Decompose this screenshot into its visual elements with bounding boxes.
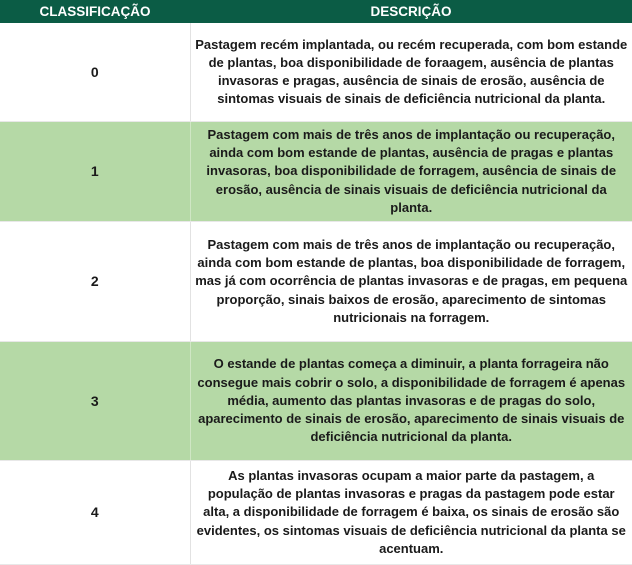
table-row bbox=[0, 122, 632, 222]
classification-cell: 2 bbox=[0, 222, 190, 342]
classification-cell: 1 bbox=[0, 122, 190, 222]
table-row bbox=[0, 222, 632, 342]
description-cell: Pastagem com mais de três anos de implantação ou recuperação, ainda com bom estande de plantas, ausência de pragas e plantas invasoras, boa disponibilidade de forragem, ausência de sinais de erosão, ausência de sinais visuais de deficiência nutricional da planta. bbox=[190, 122, 632, 222]
classification-cell: 4 bbox=[0, 461, 190, 565]
table-header bbox=[0, 0, 632, 23]
classification-cell: 3 bbox=[0, 342, 190, 461]
table-body bbox=[0, 23, 632, 565]
table-row bbox=[0, 23, 632, 122]
table-row bbox=[0, 461, 632, 565]
header-description: DESCRIÇÃO bbox=[190, 0, 632, 23]
header-row bbox=[0, 0, 632, 23]
description-cell: Pastagem recém implantada, ou recém recuperada, com bom estande de plantas, boa disponibilidade de foraagem, ausência de plantas invasoras e pragas, ausência de sinais de erosão, ausência de sintomas visuais de sinais de deficiência nutricional da planta. bbox=[190, 23, 632, 122]
description-cell: As plantas invasoras ocupam a maior parte da pastagem, a população de plantas invasoras e pragas da pastagem pode estar alta, a disponibilidade de forragem é baixa, os sinais de erosão são evidentes, os sintomas visuais de deficiência nutricional da planta se acentuam. bbox=[190, 461, 632, 565]
description-cell: Pastagem com mais de três anos de implantação ou recuperação, ainda com bom estande de plantas, boa disponibilidade de forragem, mas já com ocorrência de plantas invasoras e de pragas, em pequena proporção, sinais baixos de erosão, aparecimento de sintomas nutricionais na forragem. bbox=[190, 222, 632, 342]
classification-cell: 0 bbox=[0, 23, 190, 122]
header-classification: CLASSIFICAÇÃO bbox=[0, 0, 190, 23]
description-cell: O estande de plantas começa a diminuir, a planta forrageira não consegue mais cobrir o solo, a disponibilidade de forragem é apenas média, aumento das plantas invasoras e de pragas do solo, aparecimento de sinais de erosão, aparecimento de sinais visuais de deficiência nutricional da planta. bbox=[190, 342, 632, 461]
table-row bbox=[0, 342, 632, 461]
